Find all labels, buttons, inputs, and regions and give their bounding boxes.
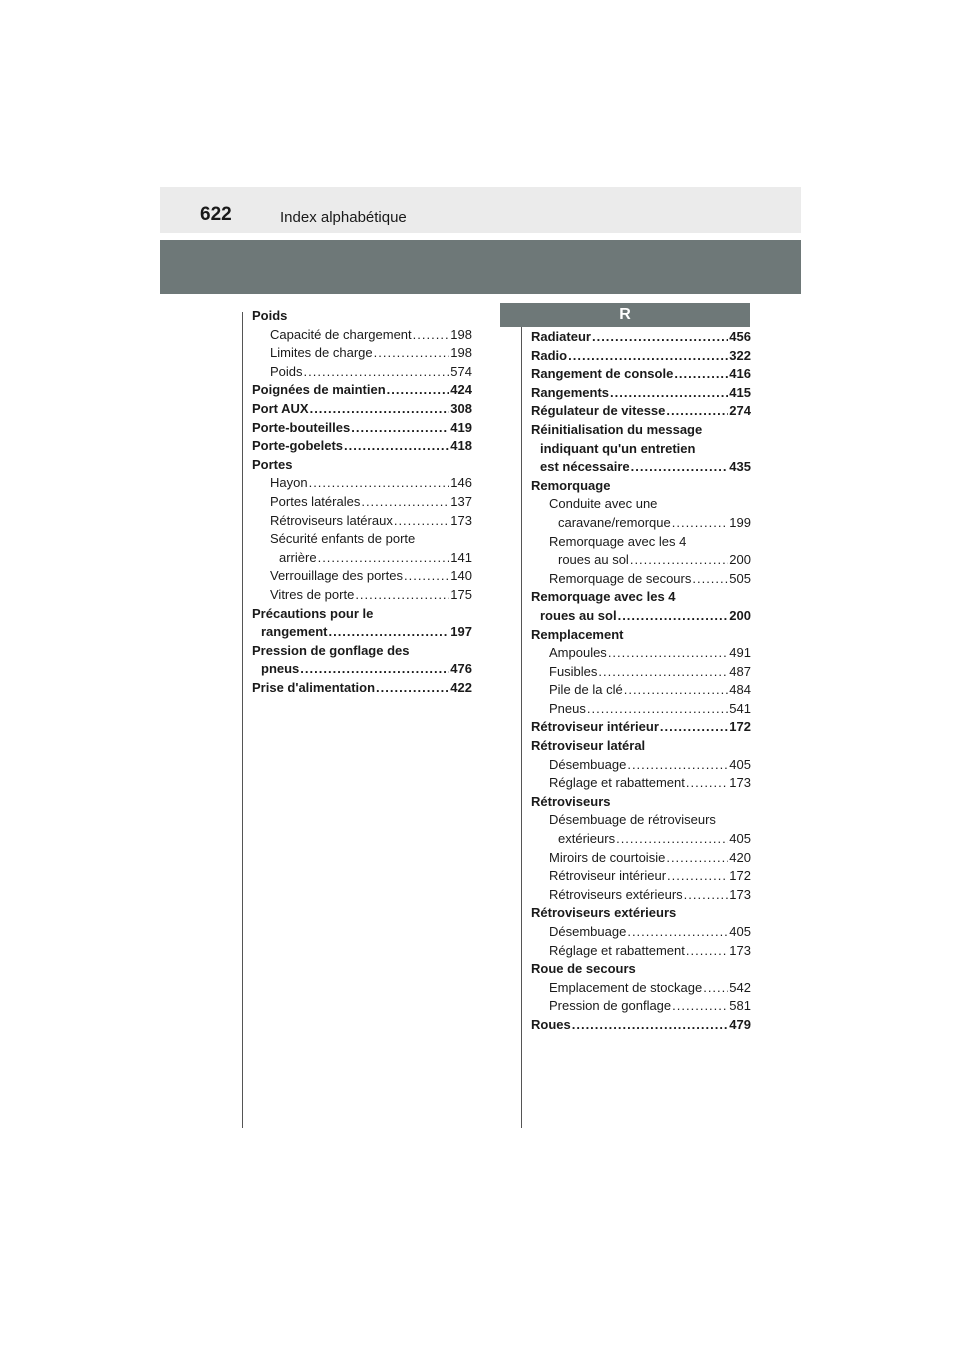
index-entry xyxy=(531,960,751,979)
index-entry xyxy=(252,456,472,475)
index-entry-page: 197 xyxy=(450,624,472,640)
index-entry-leader xyxy=(618,607,729,626)
index-entry xyxy=(531,681,751,700)
index-entry xyxy=(531,458,751,477)
index-entry xyxy=(252,679,472,698)
index-entry-text: roues au sol xyxy=(540,607,617,623)
index-entry-page: 172 xyxy=(729,719,751,735)
index-entry xyxy=(531,644,751,663)
index-entry xyxy=(531,533,751,552)
index-entry xyxy=(531,830,751,849)
index-entry-text: Vitres de porte xyxy=(270,586,355,602)
index-entry-text: Pression de gonflage des xyxy=(252,642,410,658)
index-entry-page: 491 xyxy=(729,645,751,661)
index-entry-text: Radiateur xyxy=(531,329,591,344)
index-entry xyxy=(252,437,472,456)
index-entry-page: 435 xyxy=(729,459,751,475)
index-entry xyxy=(531,365,751,384)
index-entry-leader xyxy=(666,402,728,421)
index-entry-text: Prise d'alimentation xyxy=(252,679,376,695)
index-entry-page: 405 xyxy=(729,924,751,939)
index-entry-leader xyxy=(394,512,449,531)
index-entry-text: roues au sol xyxy=(558,552,629,568)
index-entry-text: Régulateur de vitesse xyxy=(531,403,666,419)
index-entry-page: 173 xyxy=(450,512,472,528)
index-entry xyxy=(531,849,751,868)
index-entry-text: Port AUX xyxy=(252,400,309,416)
index-entry-page: 574 xyxy=(450,363,472,379)
index-entry-text: Remplacement xyxy=(531,626,624,642)
index-entry-leader xyxy=(686,942,728,961)
index-entry-text: Remorquage de secours xyxy=(549,570,692,586)
index-entry-leader xyxy=(667,867,728,886)
index-entry-leader xyxy=(568,347,728,366)
index-entry xyxy=(531,421,751,440)
index-entry-page: 137 xyxy=(450,493,472,509)
index-entry-text: Remorquage avec les 4 xyxy=(549,533,687,549)
index-entry-leader xyxy=(672,997,728,1016)
index-entry-text: Désembuage xyxy=(549,756,627,772)
index-entry xyxy=(252,512,472,531)
index-entry-leader xyxy=(624,681,729,700)
index-entry-text: Miroirs de courtoisie xyxy=(549,849,666,865)
index-entry-text: Hayon xyxy=(270,475,308,491)
index-entry-page: 424 xyxy=(450,382,472,398)
index-entry xyxy=(531,440,751,459)
index-entry xyxy=(531,700,751,719)
section-title: Index alphabétique xyxy=(280,209,407,226)
index-entry-page: 476 xyxy=(450,661,472,677)
index-entry xyxy=(252,419,472,438)
page-header-bar xyxy=(160,187,801,233)
index-entry-text: Réglage et rabattement xyxy=(549,775,685,791)
index-entry-page: 274 xyxy=(729,403,751,419)
index-entry xyxy=(531,607,751,626)
index-entry xyxy=(252,344,472,363)
index-entry-text: Fusibles xyxy=(549,663,598,679)
index-entry-page: 419 xyxy=(450,419,472,435)
index-entry xyxy=(252,567,472,586)
index-entry-leader xyxy=(627,756,728,775)
index-entry-text: Porte-gobelets xyxy=(252,438,344,454)
index-entry-page: 405 xyxy=(729,756,751,772)
index-entry-page: 581 xyxy=(729,998,751,1014)
index-entry xyxy=(252,605,472,624)
index-entry xyxy=(531,495,751,514)
index-column-right xyxy=(531,328,751,1035)
index-entry-text: Rétroviseurs extérieurs xyxy=(531,905,677,921)
index-entry-text: est nécessaire xyxy=(540,459,630,475)
index-entry-text: Rétroviseurs extérieurs xyxy=(549,886,683,902)
index-entry-page: 173 xyxy=(729,942,751,958)
index-entry xyxy=(252,493,472,512)
index-entry-page: 479 xyxy=(729,1016,751,1032)
index-entry-leader xyxy=(351,419,449,438)
index-entry xyxy=(252,363,472,382)
index-entry-text: Roue de secours xyxy=(531,961,636,977)
index-entry-leader xyxy=(387,381,450,400)
index-entry xyxy=(531,514,751,533)
index-entry-text: Rétroviseur intérieur xyxy=(549,868,667,884)
page-number: 622 xyxy=(200,204,232,225)
index-entry xyxy=(531,551,751,570)
index-entry xyxy=(531,737,751,756)
index-entry-page: 487 xyxy=(729,663,751,679)
index-entry-leader xyxy=(666,849,728,868)
index-entry-page: 198 xyxy=(450,345,472,361)
index-entry-page: 141 xyxy=(450,549,472,565)
index-entry-text: Poids xyxy=(252,308,288,323)
index-entry-leader xyxy=(592,328,728,347)
index-entry xyxy=(531,1016,751,1035)
index-entry-text: Ampoules xyxy=(549,645,607,661)
index-entry-page: 173 xyxy=(729,886,751,902)
index-entry xyxy=(531,942,751,961)
index-entry xyxy=(531,886,751,905)
index-entry-text: Réglage et rabattement xyxy=(549,942,685,958)
index-entry-text: Précautions pour le xyxy=(252,605,374,621)
index-entry xyxy=(531,718,751,737)
index-entry-text: Désembuage de rétroviseurs xyxy=(549,812,716,828)
index-entry-leader xyxy=(376,679,449,698)
index-entry-leader xyxy=(627,923,728,942)
index-entry-text: caravane/remorque xyxy=(558,514,671,530)
index-entry-page: 542 xyxy=(729,979,751,995)
index-entry-text: Roues xyxy=(531,1016,571,1032)
index-entry-leader xyxy=(413,326,450,345)
index-entry-text: Poids xyxy=(270,363,303,379)
index-entry-page: 200 xyxy=(729,607,751,623)
index-entry-text: Conduite avec une xyxy=(549,496,658,512)
index-entry-leader xyxy=(608,644,728,663)
index-entry-leader xyxy=(318,549,450,568)
index-entry-text: Désembuage xyxy=(549,924,627,939)
index-entry xyxy=(531,347,751,366)
index-entry-text: Rétroviseur latéral xyxy=(531,738,646,754)
index-entry-leader xyxy=(361,493,449,512)
index-entry-text: indiquant qu'un entretien xyxy=(540,440,696,456)
index-entry-page: 146 xyxy=(450,475,472,491)
index-entry-page: 140 xyxy=(450,568,472,584)
index-entry-leader xyxy=(674,365,728,384)
index-entry-page: 322 xyxy=(729,347,751,363)
index-entry xyxy=(252,660,472,679)
index-entry-leader xyxy=(610,384,728,403)
index-entry-text: Portes latérales xyxy=(270,493,361,509)
index-entry xyxy=(252,474,472,493)
index-entry xyxy=(531,663,751,682)
index-column-left xyxy=(252,307,472,697)
index-entry-text: Rangement de console xyxy=(531,366,674,382)
index-entry xyxy=(252,586,472,605)
index-entry-text: Pneus xyxy=(549,700,586,716)
index-entry-text: Rétroviseurs xyxy=(531,793,611,809)
index-entry xyxy=(252,549,472,568)
right-column-rule xyxy=(521,326,522,1128)
index-entry-text: Rétroviseur intérieur xyxy=(531,719,659,735)
header-band xyxy=(160,240,801,294)
left-column-rule xyxy=(242,312,243,1128)
index-entry-text: pneus xyxy=(261,661,300,677)
index-entry-text: Limites de charge xyxy=(270,345,373,361)
index-entry-text: Pression de gonflage xyxy=(549,998,672,1014)
index-entry-leader xyxy=(616,830,728,849)
index-entry-page: 405 xyxy=(729,831,751,847)
index-entry xyxy=(531,774,751,793)
index-entry-page: 198 xyxy=(450,326,472,342)
index-entry-text: Poignées de maintien xyxy=(252,382,386,398)
index-entry-leader xyxy=(572,1016,729,1035)
index-entry-text: Réinitialisation du message xyxy=(531,421,703,437)
index-entry-leader xyxy=(374,344,450,363)
index-entry-leader xyxy=(660,718,728,737)
index-entry-leader xyxy=(686,774,728,793)
index-entry-leader xyxy=(598,663,728,682)
index-entry-leader xyxy=(631,458,729,477)
index-entry-page: 415 xyxy=(729,384,751,400)
index-entry xyxy=(531,626,751,645)
index-entry-page: 418 xyxy=(450,438,472,454)
index-entry-page: 173 xyxy=(729,775,751,791)
letter-tab: R xyxy=(500,303,750,327)
index-entry-leader xyxy=(300,660,449,679)
index-entry xyxy=(252,307,472,326)
index-entry-page: 484 xyxy=(729,682,751,698)
index-entry xyxy=(531,904,751,923)
index-entry-text: arrière xyxy=(279,549,317,565)
index-entry-leader xyxy=(703,979,728,998)
index-entry xyxy=(252,623,472,642)
index-entry xyxy=(252,530,472,549)
index-entry-page: 422 xyxy=(450,679,472,695)
index-entry-text: Rangements xyxy=(531,384,610,400)
index-entry xyxy=(531,588,751,607)
index-entry xyxy=(531,570,751,589)
index-entry-page: 541 xyxy=(729,700,751,716)
index-entry-leader xyxy=(309,474,450,493)
index-entry-text: Porte-bouteilles xyxy=(252,419,351,435)
index-entry-leader xyxy=(692,570,728,589)
index-entry-text: Rétroviseurs latéraux xyxy=(270,512,393,528)
index-entry-text: Remorquage xyxy=(531,477,611,493)
index-entry xyxy=(531,997,751,1016)
index-entry-page: 505 xyxy=(729,570,751,586)
index-entry-text: Sécurité enfants de porte xyxy=(270,531,416,547)
index-entry-leader xyxy=(587,700,728,719)
index-entry-text: Pile de la clé xyxy=(549,682,623,698)
index-entry-text: Emplacement de stockage xyxy=(549,979,703,995)
index-entry xyxy=(531,328,751,347)
index-entry-page: 175 xyxy=(450,586,472,602)
index-entry xyxy=(531,867,751,886)
index-entry xyxy=(531,923,751,942)
index-entry-page: 416 xyxy=(729,366,751,382)
index-entry-text: Verrouillage des portes xyxy=(270,568,403,584)
index-entry xyxy=(252,400,472,419)
index-entry-text: Radio xyxy=(531,347,568,363)
index-entry-text: Remorquage avec les 4 xyxy=(531,589,676,605)
index-entry xyxy=(531,979,751,998)
index-entry-leader xyxy=(630,551,728,570)
index-entry xyxy=(531,756,751,775)
index-entry-text: rangement xyxy=(261,624,328,640)
index-entry-text: extérieurs xyxy=(558,831,616,847)
index-entry-page: 456 xyxy=(729,329,751,344)
index-entry xyxy=(531,793,751,812)
index-entry-leader xyxy=(404,567,449,586)
index-entry-leader xyxy=(684,886,729,905)
index-entry-leader xyxy=(344,437,449,456)
index-entry-leader xyxy=(672,514,729,533)
index-entry-leader xyxy=(328,623,449,642)
index-entry xyxy=(531,384,751,403)
index-entry-text: Portes xyxy=(252,456,293,472)
index-entry xyxy=(252,381,472,400)
index-entry-leader xyxy=(355,586,449,605)
index-entry-page: 420 xyxy=(729,849,751,865)
index-entry-page: 200 xyxy=(729,552,751,568)
index-entry xyxy=(531,811,751,830)
index-entry xyxy=(252,326,472,345)
index-entry-page: 199 xyxy=(729,514,751,530)
index-entry-leader xyxy=(304,363,450,382)
index-entry xyxy=(252,642,472,661)
index-entry-text: Capacité de chargement xyxy=(270,326,412,342)
index-entry-page: 172 xyxy=(729,868,751,884)
index-entry-page: 308 xyxy=(450,400,472,416)
index-entry xyxy=(531,402,751,421)
index-entry xyxy=(531,477,751,496)
index-entry-leader xyxy=(310,400,450,419)
